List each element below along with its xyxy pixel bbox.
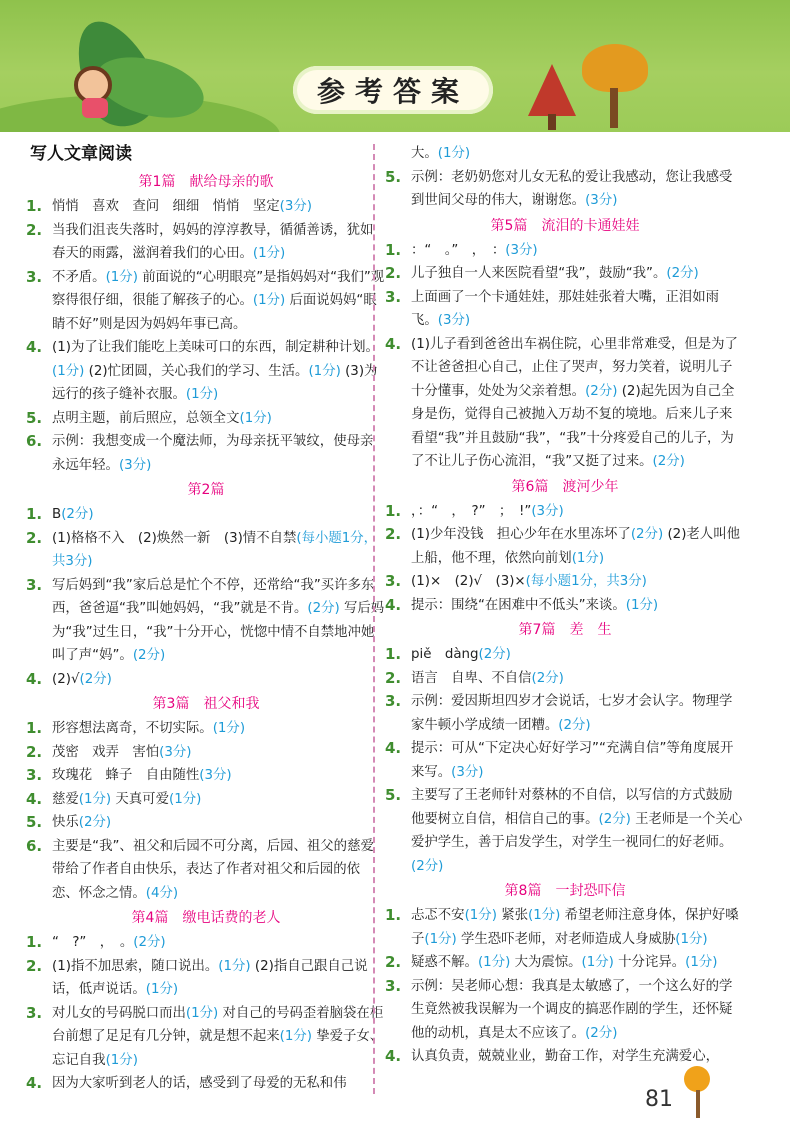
answer-item <box>385 975 745 1046</box>
score-label: (1分) <box>675 931 708 947</box>
answer-text: (1)指不加思索，随口说出。 <box>52 958 219 974</box>
score-label: (2分) <box>411 858 444 874</box>
answer-item <box>26 717 386 741</box>
score-label: (2分) <box>558 717 591 733</box>
item-number: 1. <box>26 505 43 523</box>
answer-item <box>385 166 745 213</box>
item-number: 2. <box>26 742 43 761</box>
score-label: (2分) <box>478 647 511 662</box>
score-label: (3分) <box>159 744 192 760</box>
chapter-title: 第7篇 差 生 <box>518 622 612 638</box>
answer-item <box>385 594 745 618</box>
answer-text: (3)为远行的孩子缝补衣服。 <box>52 363 378 402</box>
answer-item <box>26 835 386 906</box>
answer-text: 形容想法离奇，不切实际。 <box>52 721 213 736</box>
answer-item <box>26 195 386 219</box>
score-label: (2分) <box>133 935 166 950</box>
answer-text: 大为震惊。 <box>514 955 582 970</box>
score-label: (1分) <box>252 246 286 261</box>
answer-item <box>26 955 386 1002</box>
item-number: 4. <box>26 338 43 356</box>
tree-trunk <box>610 88 618 128</box>
answer-item <box>26 931 386 955</box>
answer-item <box>26 788 386 812</box>
score-label: (2分) <box>78 815 112 830</box>
item-number: 4. <box>26 1074 43 1092</box>
answer-text: 茂密 戏弄 害怕 <box>52 744 160 760</box>
score-label: (1分) <box>581 955 614 970</box>
score-label: (1分) <box>185 387 219 402</box>
answer-text: (2)忙团圆，关心我们的学习、生活。 <box>88 363 309 379</box>
item-number: 1. <box>385 501 402 520</box>
answer-text: (1)为了让我们能吃上美味可口的东西，制定耕种计划。 <box>52 340 379 355</box>
column-divider <box>373 144 375 1094</box>
answer-text: 主要是“我”、祖父和后园不可分离，后园、祖父的慈爱带给了作者自由快乐，表达了作者对祖父和后园的依恋、怀念之情。 <box>52 838 374 901</box>
score-label: (1分) <box>78 791 112 807</box>
answer-text: 紧张 <box>501 908 528 923</box>
item-number: 1. <box>26 933 43 951</box>
answer-text: 疑惑不解。 <box>411 955 478 970</box>
item-number: 2. <box>26 220 43 239</box>
answer-list <box>385 142 745 1069</box>
score-label: (1分) <box>464 908 497 923</box>
chapter-title: 第5篇 流泪的卡通娃娃 <box>490 217 640 234</box>
item-number: 3. <box>26 1003 43 1022</box>
item-number: 5. <box>26 408 43 427</box>
item-number: 3. <box>26 766 43 784</box>
score-label: (1分) <box>527 908 561 923</box>
answer-item <box>385 904 745 951</box>
score-label: (1分) <box>571 550 605 566</box>
score-label: (3分) <box>451 764 484 780</box>
chapter-title: 第1篇 献给母亲的歌 <box>138 174 274 190</box>
girl-illustration <box>82 98 108 118</box>
answer-text: 示例：老奶奶您对儿女无私的爱让我感动，您让我感受到世间父母的伟大，谢谢您。 <box>411 169 733 208</box>
answer-text: 示例：吴老师心想：我真是太敏感了，一个这么好的学生竟然被我误解为一个调皮的搞恶作剧的学生，还怀疑他的动机，真是太不应该了。 <box>411 978 733 1041</box>
answer-item <box>385 784 745 878</box>
answer-item <box>26 811 386 835</box>
answer-text: 十分诧异。 <box>618 955 686 970</box>
page-title-box <box>293 66 493 114</box>
item-number: 1. <box>26 719 43 737</box>
score-label: (2分) <box>79 671 112 687</box>
answer-text: 对儿女的号码脱口而出 <box>52 1005 186 1021</box>
answer-text: (1)格格不入 (2)焕然一新 (3)情不自禁 <box>52 530 297 546</box>
answer-text: 王老师是一个关心爱护学生，善于启发学生，对学生一视同仁的好老师。 <box>411 811 743 850</box>
item-number: 2. <box>385 668 402 687</box>
item-number: 4. <box>385 739 402 757</box>
tree-illustration <box>528 64 576 116</box>
answer-item <box>26 336 386 407</box>
answer-text: 悄悄 喜欢 查问 细细 悄悄 坚定 <box>52 199 280 214</box>
item-number: 3. <box>385 976 402 995</box>
score-label: (1分) <box>218 958 251 974</box>
item-number: 2. <box>385 525 402 543</box>
item-number: 5. <box>26 813 43 831</box>
answer-text: 不矛盾。 <box>52 269 106 285</box>
answer-item <box>385 262 745 286</box>
answer-text: 当我们沮丧失落时，妈妈的淳淳教导，循循善诱，犹如春天的雨露，滋润着我们的心田。 <box>52 222 374 261</box>
score-label: (1分) <box>477 955 511 970</box>
score-label: (3分) <box>118 457 152 473</box>
answer-text: 学生恐吓老师，对老师造成人身威胁 <box>461 931 676 947</box>
answer-item <box>385 737 745 784</box>
answer-text: 提示：可从“下定决心好好学习”“充满自信”等角度展开来写。 <box>411 741 734 780</box>
score-label: (每小题1分，共3分) <box>52 530 378 569</box>
answer-text: 大。 <box>411 146 438 161</box>
score-label: (3分) <box>199 768 232 783</box>
score-label: (2分) <box>307 601 340 616</box>
answer-text: 希望老师注意身体，保护好嗓子 <box>411 908 739 947</box>
answer-text: (2)起先因为自己全身是伤，觉得自己被抛入万劫不复的境地。后来儿子来看望“我”并且鼓励“我”，“我”十分疼爱自己的儿子，为了不让儿子伤心流泪，“我”又挺了过来。 <box>411 383 735 469</box>
score-label: (1分) <box>685 955 718 970</box>
tree-icon <box>696 1090 700 1118</box>
score-label: (2分) <box>630 527 664 542</box>
answer-text: 慈爱 <box>52 791 79 807</box>
score-label: (2分) <box>598 811 631 827</box>
answer-text: 提示：围绕“在困难中不低头”来谈。 <box>411 597 626 613</box>
answer-text: 玫瑰花 蜂子 自由随性 <box>52 768 200 783</box>
answer-item <box>385 286 745 333</box>
header-banner <box>0 0 790 132</box>
item-number: 6. <box>26 836 43 855</box>
answer-item <box>385 690 745 737</box>
score-label: (2分) <box>652 454 685 469</box>
score-label: (1分) <box>105 269 138 285</box>
answer-text: 主要写了王老师针对蔡林的不自信，以写信的方式鼓励他要树立自信，相信自己的事。 <box>411 788 733 827</box>
answer-text: 因为大家听到老人的话，感受到了母爱的无私和伟 <box>52 1076 347 1091</box>
score-label: (3分) <box>505 242 538 258</box>
score-label: (3分) <box>585 193 618 208</box>
answer-item <box>26 527 386 574</box>
score-label: (2分) <box>585 1025 618 1041</box>
score-label: (1分) <box>185 1005 219 1021</box>
answer-text: 示例：我想变成一个魔法师，为母亲抚平皱纹，使母亲永远年轻。 <box>52 434 374 473</box>
score-label: (2分) <box>531 670 564 686</box>
item-number: 4. <box>385 595 402 614</box>
answer-text: “ ?” ， 。 <box>52 935 134 950</box>
right-column <box>385 142 745 1069</box>
answer-item <box>26 430 386 477</box>
item-number: 4. <box>385 1047 402 1065</box>
left-column <box>26 142 386 1096</box>
answer-item <box>385 643 745 667</box>
answer-text: (1)少年没钱 担心少年在水里冻坏了 <box>411 527 631 542</box>
answer-item <box>385 667 745 691</box>
score-label: (1分) <box>212 721 246 736</box>
answer-text: 儿子独自一人来医院看望“我”，鼓励“我”。 <box>411 266 667 281</box>
answer-item <box>26 574 386 668</box>
tree-trunk <box>548 114 556 130</box>
item-number: 2. <box>26 528 43 547</box>
answer-item <box>26 407 386 431</box>
item-number: 3. <box>385 287 402 306</box>
answer-text: (1)× (2)√ (3)× <box>411 574 526 589</box>
item-number: 2. <box>385 264 402 282</box>
score-label: (1分) <box>424 931 457 947</box>
answer-item <box>26 764 386 788</box>
score-label: (1分) <box>168 791 202 807</box>
tree-illustration <box>582 44 648 92</box>
score-label: (3分) <box>279 199 312 214</box>
answer-item <box>26 1002 386 1073</box>
answer-text: piě dàng <box>411 647 479 662</box>
answer-text: 后面说妈妈“眼睛不好”则是因为妈妈年事已高。 <box>52 293 377 332</box>
item-number: 5. <box>385 167 402 186</box>
answer-item <box>385 951 745 975</box>
score-label: (2分) <box>666 266 699 281</box>
item-number: 3. <box>385 572 402 590</box>
score-label: (1分) <box>625 597 659 613</box>
answer-item <box>385 333 745 474</box>
answer-item <box>385 1045 745 1069</box>
answer-text: (2)指自己跟自己说话，低声说话。 <box>52 958 368 997</box>
score-label: (1分) <box>308 363 341 379</box>
answer-text: 上面画了一个卡通娃娃，那娃娃张着大嘴，正泪如雨飞。 <box>411 289 719 328</box>
answer-item <box>26 668 386 692</box>
item-number: 6. <box>26 432 43 450</box>
answer-text: (1)儿子看到爸爸出车祸住院，心里非常难受，但是为了不让爸爸担心自己，止住了哭声，努力笑着，说明儿子十分懂事，处处为父亲着想。 <box>411 336 738 399</box>
answer-text: 对自己的号码歪着脑袋在柜台前想了足足有几分钟，就是想不起来 <box>52 1005 384 1044</box>
item-number: 3. <box>26 267 43 286</box>
score-label: (每小题1分，共3分) <box>525 574 647 589</box>
score-label: (3分) <box>437 313 471 328</box>
answer-text: B <box>52 507 62 522</box>
page-number: 81 <box>645 1087 673 1112</box>
score-label: (1分) <box>252 293 286 308</box>
score-label: (1分) <box>145 982 179 997</box>
answer-item <box>26 503 386 527</box>
item-number: 1. <box>385 240 402 259</box>
item-number: 4. <box>26 669 43 688</box>
answer-text: 示例：爱因斯坦四岁才会说话，七岁才会认字。物理学家牛顿小学成绩一团糟。 <box>411 694 733 733</box>
chapter-title: 第3篇 祖父和我 <box>152 696 260 712</box>
chapter-title: 第6篇 渡河少年 <box>511 478 619 495</box>
answer-text: (2)√ <box>52 671 80 687</box>
item-number: 1. <box>385 645 402 663</box>
answer-text: 语言 自卑、不自信 <box>411 670 532 686</box>
score-label: (4分) <box>145 885 179 901</box>
item-number: 4. <box>385 334 402 353</box>
answer-list <box>26 170 386 1096</box>
score-label: (2分) <box>61 507 94 522</box>
item-number: 4. <box>26 789 43 808</box>
answer-text: 忐忑不安 <box>411 908 465 923</box>
answer-item <box>385 523 745 570</box>
answer-text: ：“ 。” ， ： <box>411 242 506 258</box>
answer-item <box>26 1072 386 1096</box>
answer-item <box>385 570 745 594</box>
answer-item <box>26 219 386 266</box>
score-label: (1分) <box>279 1029 312 1044</box>
score-label: (1分) <box>437 146 471 161</box>
answer-text: 点明主题，前后照应，总领全文 <box>52 410 240 426</box>
score-label: (2分) <box>585 383 618 399</box>
score-label: (2分) <box>132 648 166 663</box>
item-number: 3. <box>385 692 402 710</box>
answer-text: 写后妈为“我”过生日，“我”十分开心，恍惚中情不自禁地冲她叫了声“妈”。 <box>52 601 385 663</box>
item-number: 5. <box>385 786 402 804</box>
answer-item <box>385 500 745 524</box>
score-label: (1分) <box>239 410 272 426</box>
answer-text: 挚爱子女、忘记自我 <box>52 1029 384 1068</box>
answer-text: 快乐 <box>52 815 79 830</box>
answer-item <box>26 741 386 765</box>
score-label: (3分) <box>531 503 564 519</box>
answer-item <box>26 266 386 337</box>
answer-text: (2)老人叫他上船，他不理，依然向前划 <box>411 527 740 566</box>
chapter-title: 第4篇 缴电话费的老人 <box>131 910 281 926</box>
item-number: 1. <box>26 197 43 215</box>
answer-text: 认真负责，兢兢业业，勤奋工作，对学生充满爱心， <box>411 1049 719 1064</box>
item-number: 2. <box>385 953 402 971</box>
item-number: 3. <box>26 575 43 594</box>
score-label: (1分) <box>52 363 85 379</box>
answer-item <box>385 142 745 166</box>
chapter-title: 第2篇 <box>187 482 225 498</box>
answer-text: ，：“ ， ?” ； !” <box>411 503 532 519</box>
chapter-title: 第8篇 一封恐吓信 <box>504 883 626 899</box>
answer-item <box>385 239 745 263</box>
item-number: 1. <box>385 906 402 924</box>
answer-text: 天真可爱 <box>115 791 169 807</box>
score-label: (1分) <box>105 1052 138 1068</box>
answer-text: 前面说的“心明眼亮”是指妈妈对“我们”观察得很仔细，很能了解孩子的心。 <box>52 269 385 308</box>
answer-text: 写后妈到“我”家后总是忙个不停，还常给“我”买许多东西，爸爸逼“我”叫她妈妈，“我”就是不肯。 <box>52 577 375 616</box>
section-title: 写人文章阅读 <box>30 144 132 164</box>
item-number: 2. <box>26 956 43 975</box>
tree-icon <box>684 1066 710 1092</box>
page-title: 参考答案 <box>316 75 469 108</box>
